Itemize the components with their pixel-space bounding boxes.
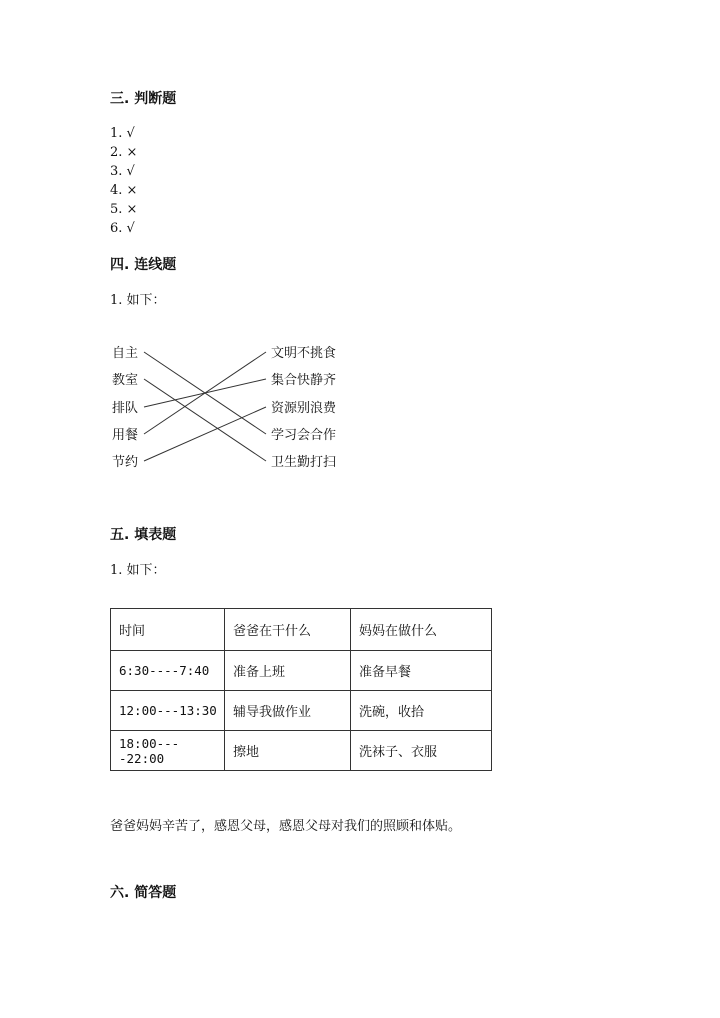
- table-cell-time: 6:30----7:40: [111, 651, 225, 691]
- judge-answer-item: 3. √: [110, 164, 135, 179]
- judge-answer-item: 4. ×: [110, 183, 138, 198]
- schedule-table: [110, 608, 492, 771]
- section-3-heading: 三. 判断题: [110, 91, 177, 107]
- table-header-row: [111, 609, 492, 651]
- right-term-label: 集合快静齐: [271, 373, 337, 388]
- right-term-label: 文明不挑食: [271, 346, 337, 361]
- right-term-label: 卫生勤打扫: [271, 455, 337, 470]
- right-term-label: 资源别浪费: [271, 401, 337, 416]
- table-header-cell: 妈妈在做什么: [351, 609, 492, 651]
- left-term-label: 排队: [112, 401, 139, 416]
- table-header-cell: 爸爸在干什么: [225, 609, 351, 651]
- table-cell: 辅导我做作业: [225, 691, 351, 731]
- match-connector-line: [144, 407, 266, 461]
- table-cell: 擦地: [225, 731, 351, 771]
- section-4-intro: 1. 如下：: [110, 293, 166, 308]
- judge-answer-item: 5. ×: [110, 202, 138, 217]
- right-term-label: 学习会合作: [271, 428, 337, 443]
- left-term-label: 用餐: [112, 428, 139, 443]
- section-4-heading: 四. 连线题: [110, 257, 177, 273]
- section-6-heading: 六. 简答题: [110, 885, 177, 901]
- section-5-note: 爸爸妈妈辛苦了，感恩父母，感恩父母对我们的照顾和体贴。: [110, 819, 462, 834]
- judge-answer-item: 1. √: [110, 126, 135, 141]
- table-cell: 洗碗，收拾: [351, 691, 492, 731]
- table-cell-time: 12:00---13:30: [111, 691, 225, 731]
- table-row: [111, 651, 492, 691]
- table-row: [111, 691, 492, 731]
- left-term-label: 自主: [112, 346, 139, 361]
- table-row: [111, 731, 492, 771]
- left-term-label: 教室: [112, 373, 139, 388]
- judge-answer-item: 6. √: [110, 221, 135, 236]
- match-connector-line: [144, 379, 266, 461]
- judge-answer-item: 2. ×: [110, 145, 138, 160]
- left-term-label: 节约: [112, 455, 139, 470]
- table-cell: 准备上班: [225, 651, 351, 691]
- section-5-heading: 五. 填表题: [110, 527, 177, 543]
- table-cell: 准备早餐: [351, 651, 492, 691]
- table-header-cell: 时间: [111, 609, 225, 651]
- table-cell: 洗袜子、衣服: [351, 731, 492, 771]
- section-5-intro: 1. 如下：: [110, 563, 166, 578]
- table-cell-time: 18:00----22:00: [111, 731, 225, 771]
